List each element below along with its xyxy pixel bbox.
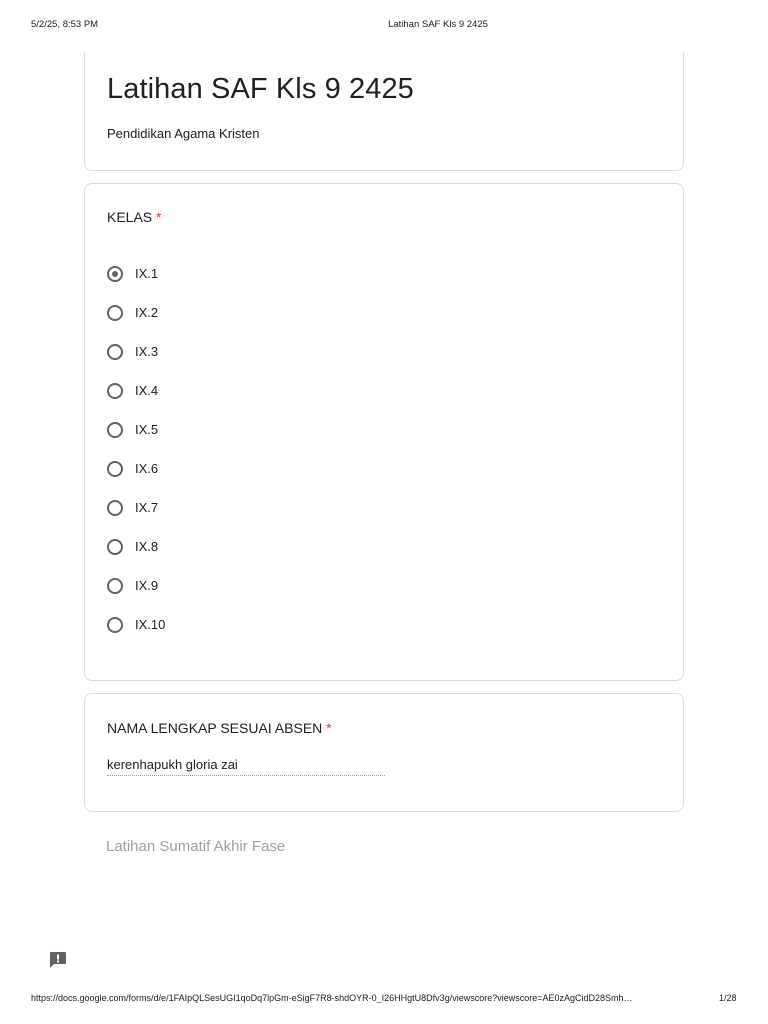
section-footer-text: Latihan Sumatif Akhir Fase xyxy=(106,838,286,855)
radio-unchecked-icon[interactable] xyxy=(107,305,123,321)
form-description: Pendidikan Agama Kristen xyxy=(107,126,260,141)
required-mark: * xyxy=(326,720,332,736)
form-title: Latihan SAF Kls 9 2425 xyxy=(107,73,414,105)
radio-option[interactable] xyxy=(107,461,165,500)
radio-unchecked-icon[interactable] xyxy=(107,422,123,438)
answer-underline xyxy=(107,775,385,776)
question-title: KELAS xyxy=(107,209,153,225)
radio-option[interactable] xyxy=(107,539,165,578)
radio-option[interactable] xyxy=(107,617,165,656)
radio-option[interactable] xyxy=(107,305,165,344)
radio-option[interactable] xyxy=(107,578,165,617)
radio-option-label: IX.5 xyxy=(135,422,159,437)
radio-option-label: IX.6 xyxy=(135,461,159,476)
print-header xyxy=(0,19,768,33)
radio-option-label: IX.2 xyxy=(135,305,159,320)
print-page-number: 1/28 xyxy=(719,993,737,1003)
radio-option-label: IX.10 xyxy=(135,617,166,632)
radio-option-label: IX.4 xyxy=(135,383,159,398)
report-feedback-icon[interactable] xyxy=(48,950,68,970)
answer-text-nama[interactable]: kerenhapukh gloria zai xyxy=(107,757,238,772)
radio-checked-icon[interactable] xyxy=(107,266,123,282)
radio-unchecked-icon[interactable] xyxy=(107,539,123,555)
radio-option[interactable] xyxy=(107,383,165,422)
radio-option[interactable] xyxy=(107,422,165,461)
radio-unchecked-icon[interactable] xyxy=(107,617,123,633)
print-datetime: 5/2/25, 8:53 PM xyxy=(31,19,99,30)
radio-option-label: IX.1 xyxy=(135,266,159,281)
radio-unchecked-icon[interactable] xyxy=(107,383,123,399)
question-card-kelas xyxy=(84,183,684,681)
radio-option[interactable] xyxy=(107,266,165,305)
form-header-card xyxy=(84,52,684,171)
radio-unchecked-icon[interactable] xyxy=(107,578,123,594)
radio-option-label: IX.8 xyxy=(135,539,159,554)
question-title: NAMA LENGKAP SESUAI ABSEN xyxy=(107,720,323,736)
print-footer xyxy=(0,993,768,1007)
print-title: Latihan SAF Kls 9 2425 xyxy=(388,19,488,30)
radio-unchecked-icon[interactable] xyxy=(107,500,123,516)
radio-option[interactable] xyxy=(107,500,165,539)
radio-option-label: IX.9 xyxy=(135,578,159,593)
radio-option-label: IX.3 xyxy=(135,344,159,359)
radio-unchecked-icon[interactable] xyxy=(107,461,123,477)
feedback-icon-svg xyxy=(48,950,68,970)
question-card-nama xyxy=(84,693,684,812)
radio-unchecked-icon[interactable] xyxy=(107,344,123,360)
radio-option-label: IX.7 xyxy=(135,500,159,515)
print-url: https://docs.google.com/forms/d/e/1FAIpQLSesUGI1qoDq7lpGm-eSigF7R8-shdOYR-0_I26HHgtU8Dfv3g/viewscore?viewscore=AE0zAgCidD28Smh… xyxy=(31,993,633,1003)
radio-group-kelas xyxy=(107,266,165,656)
radio-option[interactable] xyxy=(107,344,165,383)
required-mark: * xyxy=(156,209,162,225)
question-label-kelas xyxy=(107,209,161,225)
question-label-nama xyxy=(107,720,332,736)
